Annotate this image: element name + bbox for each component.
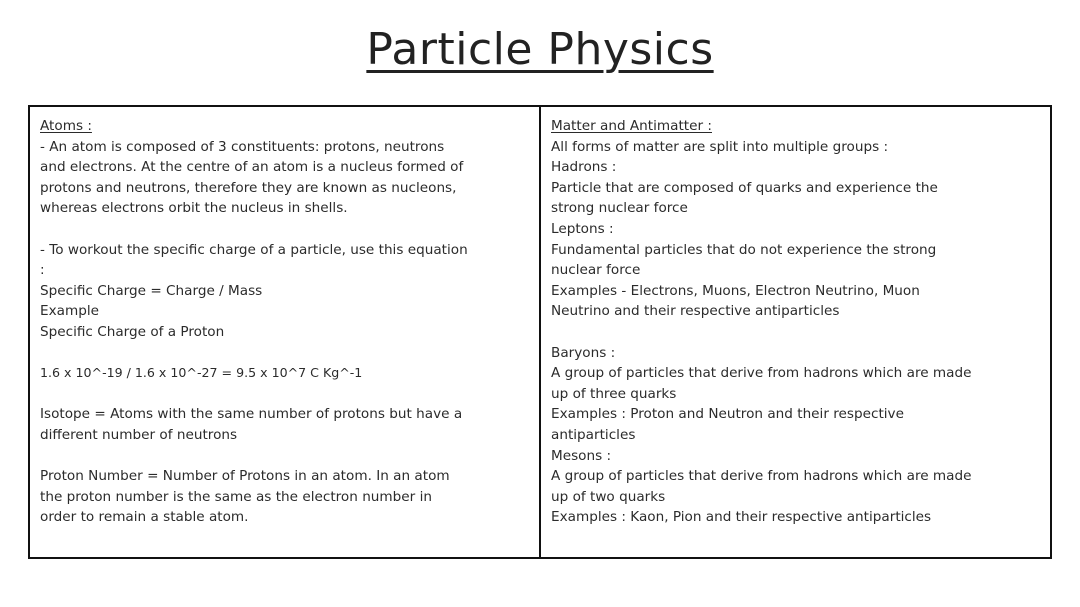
mesons-section — [551, 446, 1040, 528]
text-line: different number of neutrons — [40, 426, 238, 443]
text-line: Particle that are composed of quarks and experience the — [551, 179, 938, 196]
text-line: strong nuclear force — [551, 200, 688, 217]
matter-antimatter-cell — [541, 107, 1050, 557]
page-title — [0, 24, 1080, 75]
text-line: - To workout the specific charge of a particle, use this equation — [40, 241, 468, 258]
text-line: A group of particles that derive from hadrons which are made — [551, 468, 972, 485]
text-line: up of two quarks — [551, 488, 666, 505]
text-line: : — [40, 262, 45, 279]
text-line: Fundamental particles that do not experience the strong — [551, 241, 937, 258]
isotope-paragraph — [40, 404, 529, 445]
atoms-cell — [30, 107, 541, 557]
text-line: - An atom is composed of 3 constituents: protons, neutrons — [40, 138, 445, 155]
text-line: antiparticles — [551, 426, 636, 443]
notes-table — [28, 105, 1052, 559]
hadrons-label: Hadrons : — [551, 159, 617, 176]
specific-charge-paragraph — [40, 240, 529, 343]
text-line: Specific Charge = Charge / Mass — [40, 282, 263, 299]
leptons-label: Leptons : — [551, 220, 614, 237]
text-line: Examples : Kaon, Pion and their respective antiparticles — [551, 509, 932, 526]
text-line: Proton Number = Number of Protons in an atom. In an atom — [40, 468, 450, 485]
proton-number-paragraph — [40, 466, 529, 528]
page-title-text: Particle Physics — [366, 24, 714, 75]
spacer — [40, 343, 529, 364]
atoms-heading: Atoms : — [40, 118, 92, 134]
text-line: order to remain a stable atom. — [40, 509, 249, 526]
intro-line: All forms of matter are split into multiple groups : — [551, 138, 889, 155]
text-line: Specific Charge of a Proton — [40, 323, 225, 340]
text-line: Examples - Electrons, Muons, Electron Neutrino, Muon — [551, 282, 920, 299]
spacer — [551, 322, 1040, 343]
text-line: whereas electrons orbit the nucleus in shells. — [40, 200, 348, 217]
text-line: the proton number is the same as the electron number in — [40, 488, 432, 505]
spacer — [40, 219, 529, 240]
mesons-label: Mesons : — [551, 447, 612, 464]
text-line: and electrons. At the centre of an atom is a nucleus formed of — [40, 159, 464, 176]
text-line: A group of particles that derive from hadrons which are made — [551, 365, 972, 382]
baryons-section — [551, 343, 1040, 446]
text-line: Examples : Proton and Neutron and their respective — [551, 406, 904, 423]
composition-paragraph — [40, 137, 529, 219]
text-line: protons and neutrons, therefore they are known as nucleons, — [40, 179, 457, 196]
leptons-section — [551, 219, 1040, 322]
text-line: Neutrino and their respective antiparticles — [551, 303, 840, 320]
text-line: nuclear force — [551, 262, 641, 279]
baryons-label: Baryons : — [551, 344, 616, 361]
spacer — [40, 384, 529, 405]
spacer — [40, 446, 529, 467]
text-line: Isotope = Atoms with the same number of protons but have a — [40, 406, 463, 423]
hadrons-section — [551, 157, 1040, 219]
text-line: up of three quarks — [551, 385, 677, 402]
text-line: Example — [40, 303, 99, 320]
calculation-line: 1.6 x 10^-19 / 1.6 x 10^-27 = 9.5 x 10^7 C Kg^-1 — [40, 365, 363, 381]
matter-heading: Matter and Antimatter : — [551, 118, 712, 134]
